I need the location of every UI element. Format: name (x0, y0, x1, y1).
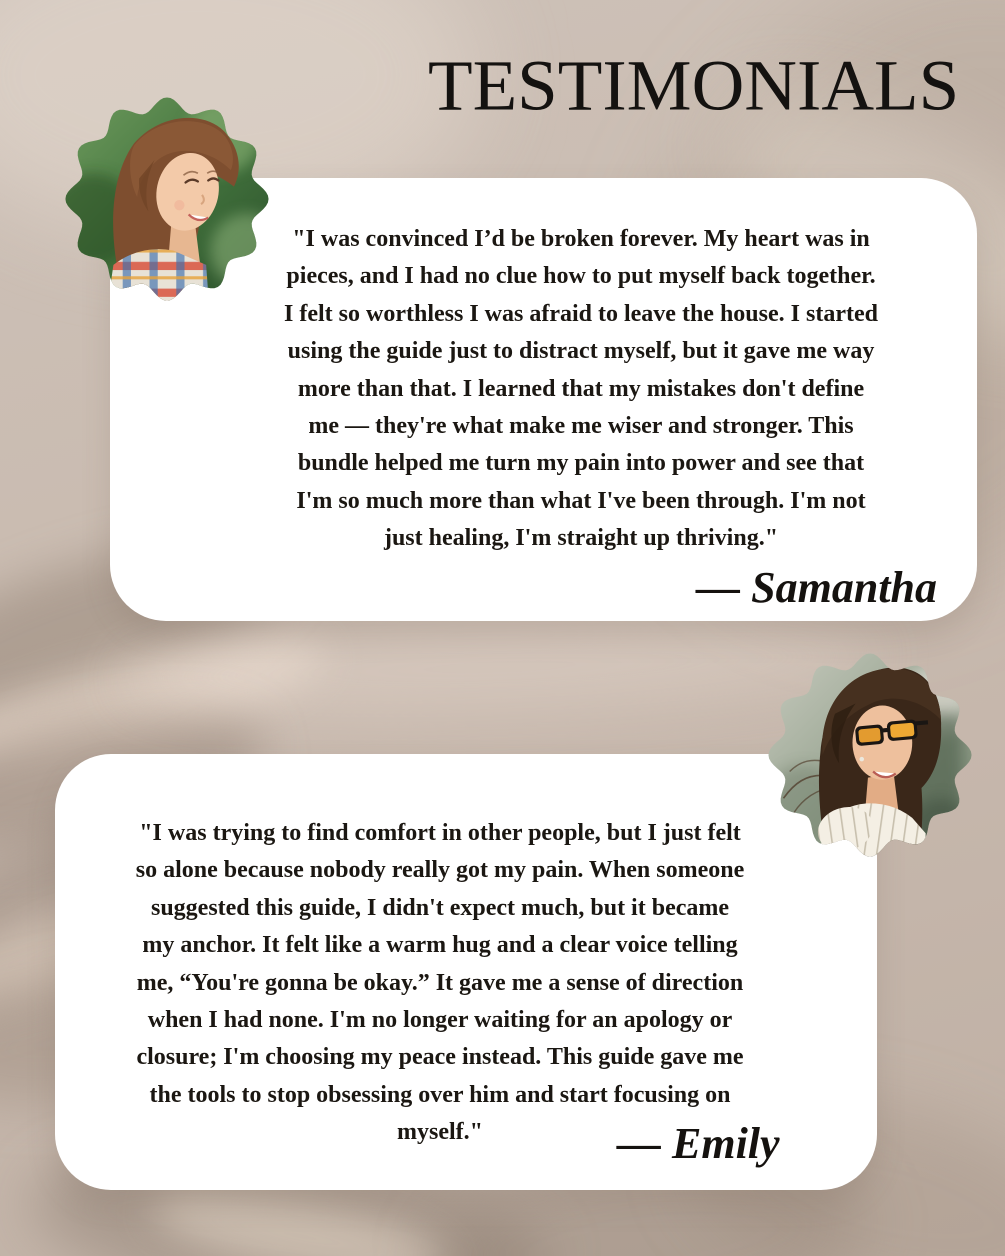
page-title: TESTIMONIALS (428, 45, 960, 126)
scalloped-photo-frame (64, 96, 270, 302)
samantha-portrait-photo (64, 96, 270, 302)
testimonial-quote-samantha: "I was convinced I’d be broken forever. My heart was in pieces, and I had no clue how to put myself back together. I felt so worthless I was afraid to leave the house. I started using the guide just to distract myself, but it gave me way more than that. I learned that my mistakes don't define me — they're what make me wiser and stronger. This bundle helped me turn my pain into power and see that I'm so much more than what I've been through. I'm not just healing, I'm straight up thriving." (284, 226, 878, 552)
testimonial-quote-emily: "I was trying to find comfort in other people, but I just felt so alone because nobody really got my pain. When someone suggested this guide, I didn't expect much, but it became my anchor. It felt like a warm hug and a clear voice telling me, “You're gonna be okay.” It gave me a sense of direction when I had none. I'm no longer waiting for an apology or closure; I'm choosing my peace instead. This guide gave me the tools to stop obsessing over him and start focusing on myself." (135, 820, 745, 1146)
emily-portrait-photo (767, 652, 973, 858)
scalloped-photo-frame (767, 652, 973, 858)
testimonial-author-emily: — Emily (617, 1119, 780, 1168)
testimonial-author-samantha: — Samantha (696, 563, 937, 612)
